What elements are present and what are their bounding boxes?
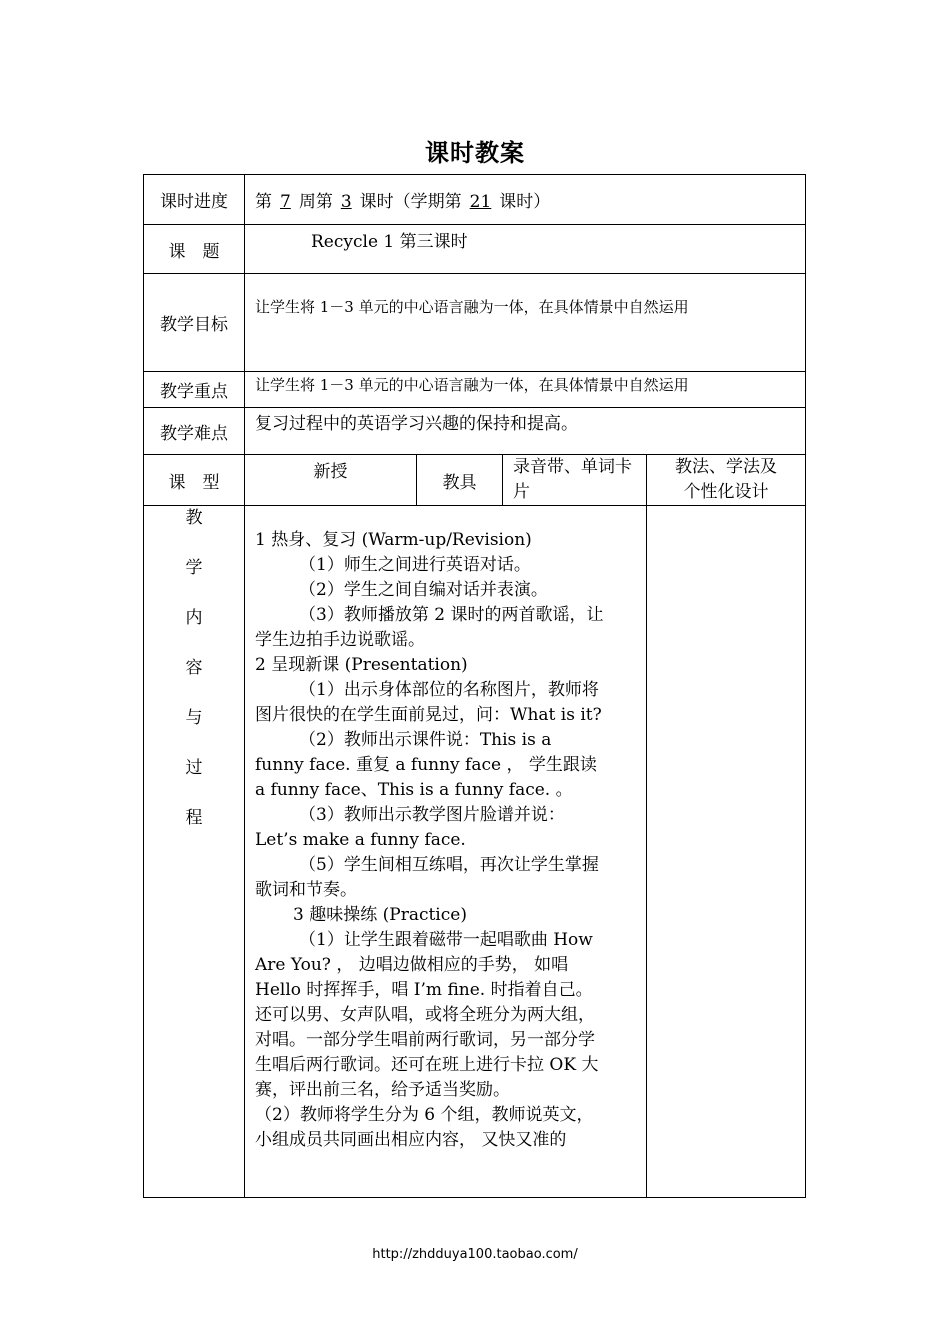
progress-p4: 课时） bbox=[499, 192, 551, 212]
goal-value: 让学生将 1－3 单元的中心语言融为一体，在具体情景中自然运用 bbox=[245, 274, 806, 372]
topic-value: Recycle 1 第三课时 bbox=[245, 225, 806, 274]
content-line: 2 呈现新课 (Presentation) bbox=[255, 655, 468, 675]
content-body bbox=[245, 506, 647, 1198]
content-label-char: 程 bbox=[185, 808, 203, 828]
lesson-plan-table bbox=[143, 174, 806, 1198]
row-progress bbox=[144, 175, 806, 225]
label-progress: 课时进度 bbox=[144, 175, 245, 225]
page-title: 课时教案 bbox=[425, 138, 525, 167]
content-label-char: 过 bbox=[185, 758, 203, 778]
progress-p3: 课时（学期第 bbox=[359, 192, 462, 212]
content-label-char: 教 bbox=[185, 508, 203, 528]
progress-lesson: 3 bbox=[340, 192, 352, 212]
row-goal bbox=[144, 274, 806, 372]
content-line: （5）学生间相互练唱，再次让学生掌握歌词和节奏。 bbox=[255, 855, 599, 900]
difficulty-value: 复习过程中的英语学习兴趣的保持和提高。 bbox=[245, 408, 806, 455]
content-label-char: 学 bbox=[185, 558, 203, 578]
content-line: （1）让学生跟着磁带一起唱歌曲 How Are You? ， 边唱边做相应的手势， 如唱 Hello 时挥挥手，唱 I’m fine. 时指着自己。还可以男、女声队唱，或将全班分为两大组，对唱。一部分学生唱前两行歌词，另一部分学生唱后两行歌词。还可在班上进行卡拉 OK 大赛，评出前三名，给予适当奖励。 bbox=[255, 930, 599, 1100]
row-topic bbox=[144, 225, 806, 274]
content-line: （2）教师将学生分为 6 个组，教师说英文，小组成员共同画出相应内容， 又快又准的 bbox=[255, 1105, 594, 1150]
progress-p1: 第 bbox=[255, 192, 272, 212]
label-difficulty: 教学难点 bbox=[144, 408, 245, 455]
content-line: 3 趣味操练 (Practice) bbox=[293, 905, 467, 925]
content-line: （2）学生之间自编对话并表演。 bbox=[299, 580, 548, 600]
content-line: （1）师生之间进行英语对话。 bbox=[299, 555, 531, 575]
label-type: 课 型 bbox=[144, 455, 245, 506]
label-methods: 教法、学法及个性化设计 bbox=[647, 455, 806, 506]
row-key bbox=[144, 372, 806, 408]
tools-value: 录音带、单词卡片 bbox=[503, 455, 647, 506]
methods-notes bbox=[647, 506, 806, 1198]
label-goal: 教学目标 bbox=[144, 274, 245, 372]
type-value: 新授 bbox=[245, 455, 417, 506]
content-line: （3）教师出示教学图片脸谱并说：Let’s make a funny face. bbox=[255, 805, 565, 850]
content-line: 1 热身、复习 (Warm-up/Revision) bbox=[255, 530, 532, 550]
progress-term-lesson: 21 bbox=[469, 192, 492, 212]
label-tools: 教具 bbox=[417, 455, 503, 506]
progress-week: 7 bbox=[280, 192, 291, 212]
content-label-char: 容 bbox=[185, 658, 203, 678]
content-line: （3）教师播放第 2 课时的两首歌谣，让学生边拍手边说歌谣。 bbox=[255, 605, 604, 650]
content-line: （2）教师出示课件说：This is a funny face. 重复 a funny face ， 学生跟读 a funny face、This is a funny face. 。 bbox=[255, 730, 597, 800]
label-content bbox=[144, 506, 245, 1198]
row-content bbox=[144, 506, 806, 1198]
row-type bbox=[144, 455, 806, 506]
row-difficulty bbox=[144, 408, 806, 455]
label-key: 教学重点 bbox=[144, 372, 245, 408]
content-label-char: 内 bbox=[185, 608, 203, 628]
key-value: 让学生将 1－3 单元的中心语言融为一体，在具体情景中自然运用 bbox=[245, 372, 806, 408]
footer-url: http://zhdduya100.taobao.com/ bbox=[372, 1247, 578, 1262]
progress-value bbox=[245, 175, 806, 225]
label-topic: 课 题 bbox=[144, 225, 245, 274]
progress-p2: 周第 bbox=[298, 192, 333, 212]
content-line: （1）出示身体部位的名称图片，教师将图片很快的在学生面前晃过，问：What is it? bbox=[255, 680, 602, 725]
content-label-char: 与 bbox=[185, 708, 203, 728]
